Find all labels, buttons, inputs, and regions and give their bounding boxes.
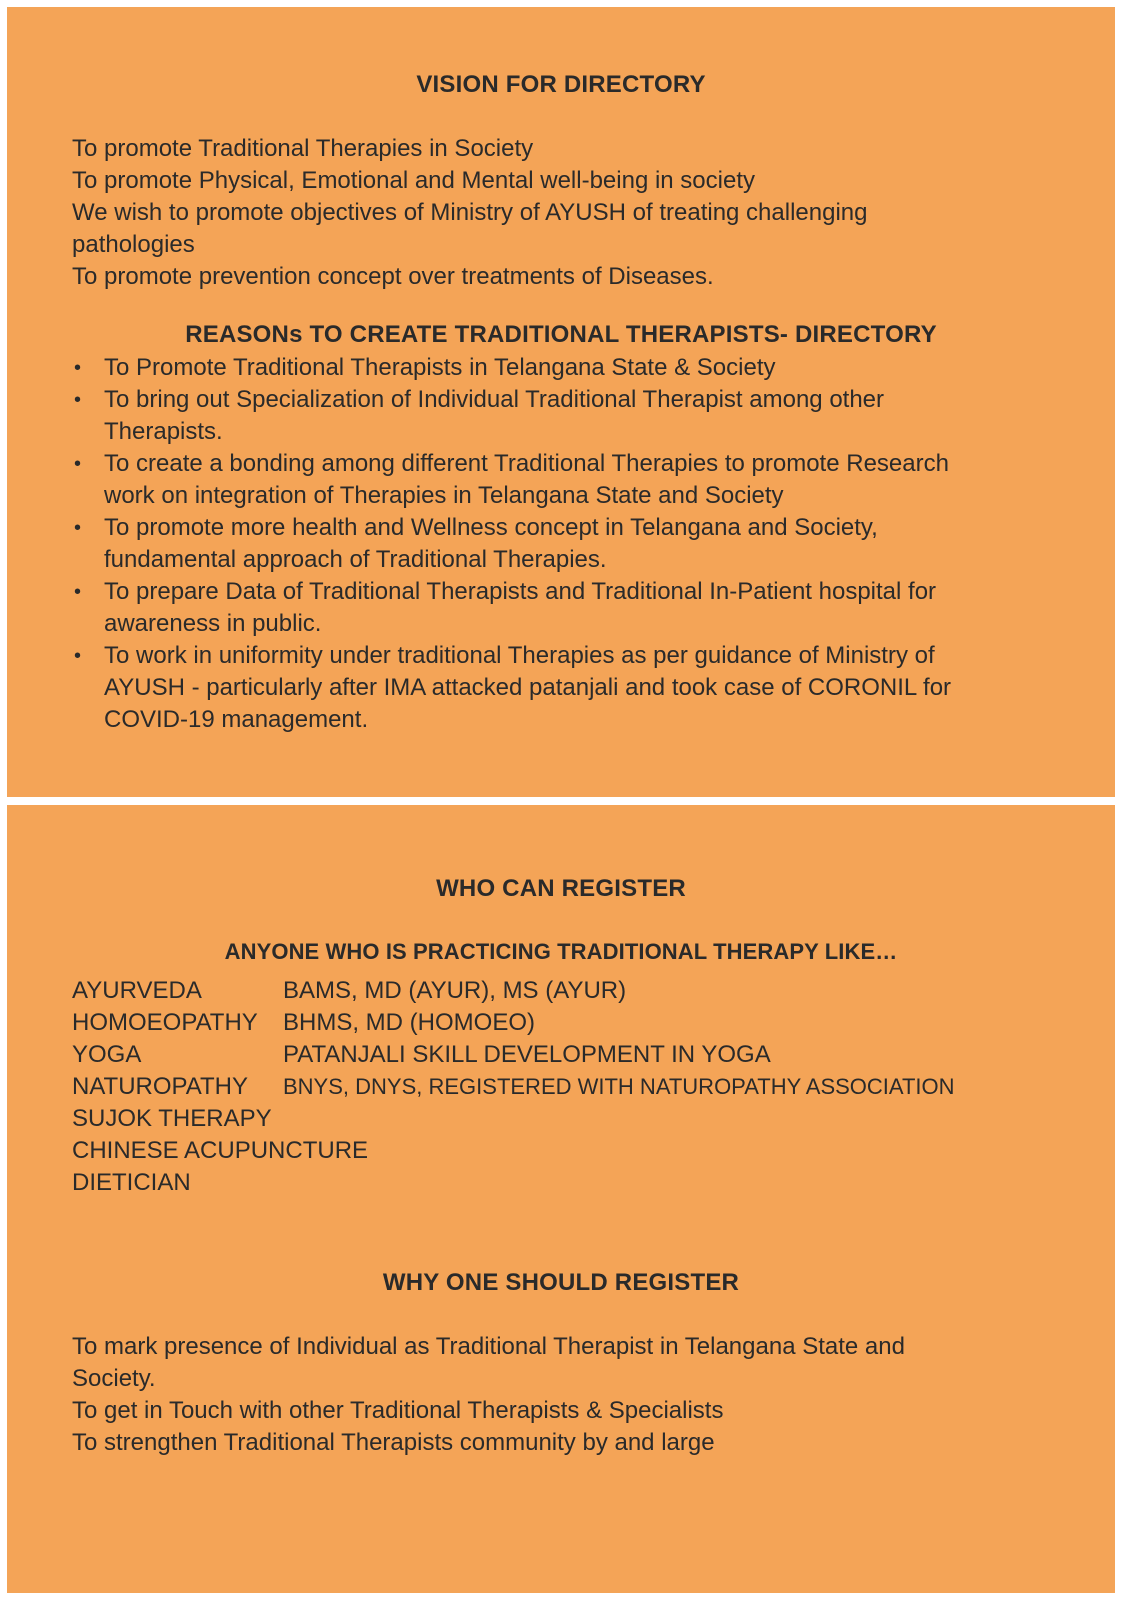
therapy-qualification: BNYS, DNYS, REGISTERED WITH NATUROPATHY ASSOCIATION (283, 1074, 955, 1099)
why-line: Society. (72, 1365, 156, 1392)
who-subtitle: ANYONE WHO IS PRACTICING TRADITIONAL THERAPY LIKE… (224, 939, 898, 964)
therapy-row (72, 1007, 1092, 1039)
therapy-name: CHINESE ACUPUNCTURE (72, 1137, 369, 1164)
therapy-row (72, 1167, 1092, 1199)
list-item: • To bring out Specialization of Individual Traditional Therapist among other Therapists. (74, 386, 885, 445)
why-line: To strengthen Traditional Therapists community by and large (72, 1429, 715, 1456)
therapy-qualification: BAMS, MD (AYUR), MS (AYUR) (283, 977, 627, 1004)
bullet-icon: • (74, 357, 82, 379)
therapy-qualification: PATANJALI SKILL DEVELOPMENT IN YOGA (283, 1041, 771, 1068)
register-panel (7, 805, 1115, 1593)
list-item: • To prepare Data of Traditional Therapists and Traditional In-Patient hospital for awareness in public. (74, 578, 937, 637)
vision-line: To promote Traditional Therapies in Society (72, 135, 534, 162)
bullet-icon: • (74, 581, 82, 603)
why-line: To get in Touch with other Traditional Therapists & Specialists (72, 1397, 724, 1424)
therapy-row (72, 1135, 1092, 1167)
list-item: • To Promote Traditional Therapists in Telangana State & Society (72, 352, 1082, 384)
why-list (72, 1331, 1072, 1459)
list-item: • To work in uniformity under traditional Therapies as per guidance of Ministry of AYUSH - particularly after IMA attacked patanjali and took case of CORONIL for COVID-19 management. (74, 642, 952, 733)
vision-line: pathologies (72, 231, 195, 258)
who-title: WHO CAN REGISTER (436, 875, 686, 902)
therapy-name: SUJOK THERAPY (72, 1105, 272, 1132)
therapy-name: NATUROPATHY (72, 1073, 249, 1100)
vision-list (72, 133, 1072, 293)
vision-line: To promote Physical, Emotional and Mental well-being in society (72, 167, 756, 194)
bullet-icon: • (74, 645, 82, 667)
vision-reasons-panel (7, 7, 1115, 797)
why-title: WHY ONE SHOULD REGISTER (382, 1269, 740, 1296)
vision-line: We wish to promote objectives of Ministry of AYUSH of treating challenging (72, 199, 868, 226)
therapy-row (72, 975, 1092, 1007)
list-item: • To create a bonding among different Traditional Therapies to promote Research work on integration of Therapies in Telangana State and Society (74, 450, 949, 509)
bullet-icon: • (74, 453, 82, 475)
therapy-list (72, 975, 1092, 1199)
bullet-icon: • (74, 517, 82, 539)
bullet-icon: • (74, 389, 82, 411)
reasons-title: REASONs TO CREATE TRADITIONAL THERAPISTS- DIRECTORY (185, 321, 937, 348)
therapy-name: YOGA (72, 1041, 142, 1068)
therapy-row (72, 1039, 1092, 1071)
vision-line: To promote prevention concept over treatments of Diseases. (72, 263, 714, 290)
therapy-qualification: BHMS, MD (HOMOEO) (283, 1009, 535, 1036)
therapy-name: HOMOEOPATHY (72, 1009, 258, 1036)
therapy-row (72, 1071, 1092, 1103)
list-item: • To promote more health and Wellness concept in Telangana and Society, fundamental approach of Traditional Therapies. (74, 514, 878, 573)
why-line: To mark presence of Individual as Traditional Therapist in Telangana State and (72, 1333, 905, 1360)
therapy-name: AYURVEDA (72, 977, 202, 1004)
reasons-list (72, 352, 1082, 736)
therapy-row (72, 1103, 1092, 1135)
vision-title: VISION FOR DIRECTORY (416, 71, 706, 98)
therapy-name: DIETICIAN (72, 1169, 191, 1196)
